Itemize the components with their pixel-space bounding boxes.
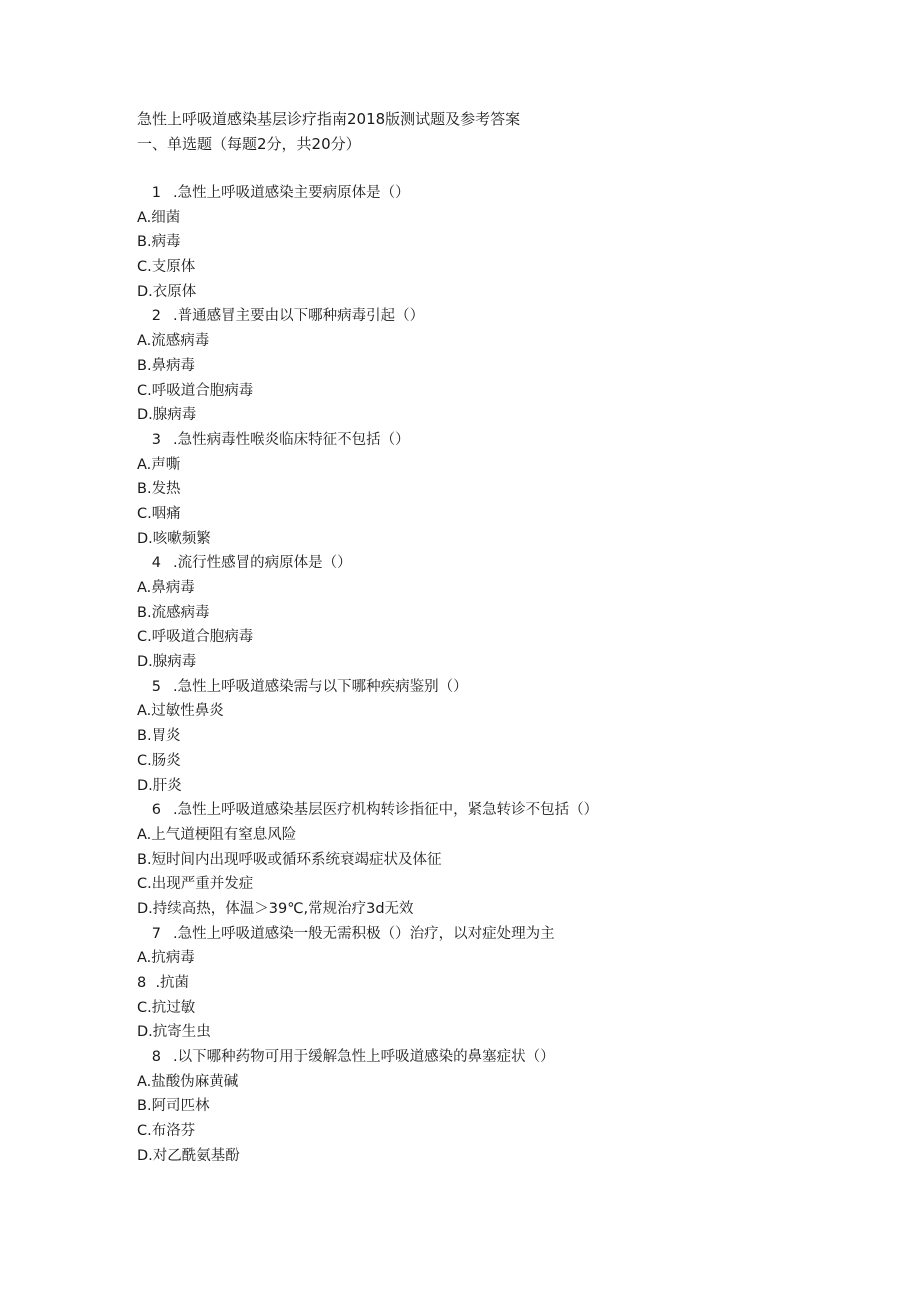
answer-option — [137, 527, 837, 552]
answer-option — [137, 996, 837, 1021]
answer-option — [137, 897, 837, 922]
answer-option — [137, 477, 837, 502]
option-letter: D. — [137, 407, 153, 424]
option-letter: A. — [137, 209, 152, 226]
option-letter: C. — [137, 382, 152, 399]
option-letter: A. — [137, 456, 152, 473]
option-letter: C. — [137, 876, 152, 893]
option-letter: B. — [137, 1098, 152, 1115]
option-text: 鼻病毒 — [151, 357, 196, 374]
option-text: 抗过敏 — [151, 999, 196, 1016]
question-stem — [137, 551, 837, 576]
option-text: 细菌 — [151, 209, 181, 226]
question-number: 7 — [151, 925, 161, 942]
option-text: 布洛芬 — [151, 1123, 196, 1140]
question-number: 2 — [151, 308, 161, 325]
option-text: 病毒 — [151, 234, 181, 251]
question-stem — [137, 181, 837, 206]
answer-option — [137, 230, 837, 255]
answer-option — [137, 699, 837, 724]
option-text: 流感病毒 — [151, 333, 210, 350]
option-text: 呼吸道合胞病毒 — [151, 382, 254, 399]
option-letter: D. — [137, 900, 153, 917]
option-letter: D. — [137, 283, 153, 300]
question-number: 6 — [151, 802, 161, 819]
option-text: 咳嗽频繁 — [152, 530, 211, 547]
option-letter: D. — [137, 1147, 153, 1164]
option-text: 支原体 — [151, 259, 196, 276]
option-text: 短时间内出现呼吸或循环系统衰竭症状及体征 — [151, 851, 442, 868]
question-text: .急性上呼吸道感染需与以下哪种疾病鉴别（） — [173, 678, 468, 695]
answer-option — [137, 749, 837, 774]
question-number: 4 — [151, 555, 161, 572]
answer-option — [137, 601, 837, 626]
question-number: 8 — [151, 1049, 161, 1066]
option-letter: A. — [137, 950, 152, 967]
option-text: 腺病毒 — [152, 654, 197, 671]
option-letter: D. — [137, 1024, 153, 1041]
option-letter: B. — [137, 357, 152, 374]
answer-option — [137, 453, 837, 478]
question-stem — [137, 798, 837, 823]
option-text: .抗菌 — [146, 975, 190, 991]
answer-option — [137, 502, 837, 527]
question-text: .急性上呼吸道感染主要病原体是（） — [173, 185, 410, 201]
option-letter: B. — [137, 728, 152, 745]
option-letter: B. — [137, 234, 152, 251]
answer-option — [137, 1020, 837, 1045]
document-title: 急性上呼吸道感染基层诊疗指南2018版测试题及参考答案 — [137, 110, 521, 128]
option-letter: D. — [137, 530, 153, 547]
answer-option — [137, 848, 837, 873]
option-text: 阿司匹林 — [151, 1098, 210, 1115]
option-letter: B. — [137, 604, 152, 621]
answer-option — [137, 329, 837, 354]
option-letter: C. — [137, 1123, 152, 1140]
option-text: 肝炎 — [152, 777, 182, 794]
option-text: 肠炎 — [151, 752, 181, 769]
answer-option — [137, 576, 837, 601]
option-letter: C. — [137, 999, 152, 1016]
answer-option — [137, 823, 837, 848]
question-list — [137, 181, 837, 1169]
question-text: .急性病毒性喉炎临床特征不包括（） — [173, 431, 410, 448]
option-letter: A. — [137, 1073, 152, 1090]
option-letter: C. — [137, 505, 152, 522]
answer-option — [137, 971, 837, 996]
option-letter: A. — [137, 703, 152, 720]
question-text: .以下哪种药物可用于缓解急性上呼吸道感染的鼻塞症状（） — [173, 1049, 555, 1066]
option-text: 盐酸伪麻黄碱 — [151, 1073, 239, 1090]
answer-option — [137, 946, 837, 971]
option-letter: A. — [137, 826, 152, 843]
question-stem — [137, 675, 837, 700]
answer-option — [137, 255, 837, 280]
option-text: 持续高热，体温＞39℃,常规治疗3d无效 — [152, 900, 414, 917]
question-text: .急性上呼吸道感染一般无需积极（）治疗，以对症处理为主 — [173, 925, 555, 942]
question-stem — [137, 1045, 837, 1070]
question-number: 3 — [151, 431, 161, 448]
answer-option — [137, 650, 837, 675]
question-text: .急性上呼吸道感染基层医疗机构转诊指征中，紧急转诊不包括（） — [173, 802, 599, 819]
question-stem — [137, 428, 837, 453]
option-text: 胃炎 — [151, 728, 181, 745]
answer-option — [137, 354, 837, 379]
option-letter: A. — [137, 580, 152, 596]
answer-option — [137, 379, 837, 404]
option-text: 声嘶 — [151, 456, 181, 473]
option-letter: 8 — [137, 975, 147, 991]
answer-option — [137, 1094, 837, 1119]
answer-option — [137, 1070, 837, 1095]
option-text: 抗病毒 — [151, 950, 195, 967]
answer-option — [137, 625, 837, 650]
option-text: 发热 — [151, 481, 181, 498]
option-text: 衣原体 — [152, 283, 197, 300]
option-letter: A. — [137, 333, 152, 350]
option-text: 流感病毒 — [151, 604, 210, 621]
answer-option — [137, 1144, 837, 1169]
question-stem — [137, 922, 837, 947]
question-text: .流行性感冒的病原体是（） — [173, 555, 352, 572]
option-letter: D. — [137, 777, 153, 794]
option-text: 鼻病毒 — [151, 580, 195, 596]
option-text: 出现严重并发症 — [151, 876, 254, 893]
answer-option — [137, 280, 837, 305]
question-number: 1 — [151, 185, 161, 201]
answer-option — [137, 403, 837, 428]
option-text: 抗寄生虫 — [152, 1024, 211, 1041]
answer-option — [137, 724, 837, 749]
section-heading: 一、单选题（每题2分，共20分） — [137, 135, 361, 153]
question-number: 5 — [151, 678, 161, 695]
option-text: 呼吸道合胞病毒 — [151, 629, 254, 646]
option-text: 对乙酰氨基酚 — [152, 1147, 240, 1164]
answer-option — [137, 1119, 837, 1144]
option-letter: D. — [137, 654, 153, 671]
question-stem — [137, 304, 837, 329]
option-letter: C. — [137, 259, 152, 276]
option-text: 上气道梗阻有窒息风险 — [151, 826, 297, 843]
answer-option — [137, 774, 837, 799]
answer-option — [137, 872, 837, 897]
option-text: 腺病毒 — [152, 407, 197, 424]
option-letter: B. — [137, 851, 152, 868]
option-text: 咽痛 — [151, 505, 181, 522]
option-letter: C. — [137, 752, 152, 769]
question-text: .普通感冒主要由以下哪种病毒引起（） — [173, 308, 425, 325]
answer-option — [137, 206, 837, 231]
option-letter: B. — [137, 481, 152, 498]
option-text: 过敏性鼻炎 — [151, 703, 224, 720]
option-letter: C. — [137, 629, 152, 646]
